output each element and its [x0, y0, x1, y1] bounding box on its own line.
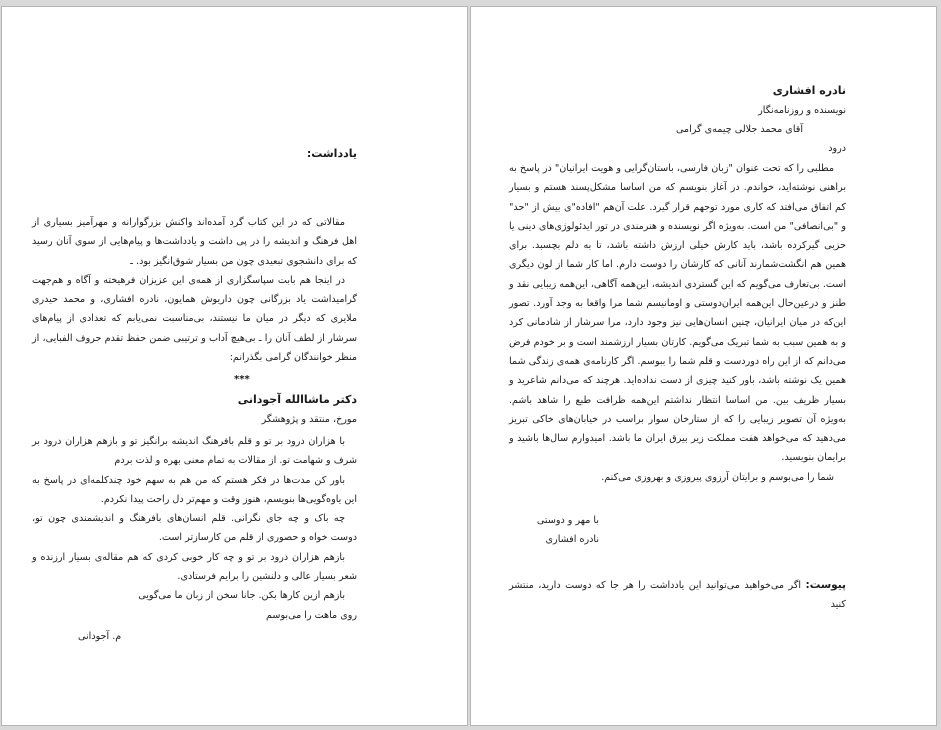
addressee: آقای محمد جلالی چیمه‌ی گرامی	[675, 124, 803, 135]
intro-text	[32, 213, 357, 367]
closing-line: با مهر و دوستی	[536, 515, 599, 526]
postscript	[509, 576, 846, 614]
intro-paragraph-2: در اینجا هم بابت سپاسگزاری از همه‌ی این عزیزان فرهیخته و آگاه و هم‌جهت گرامیداشت یاد بزرگانی چون داریوش همایون، نادره افشاری، و محمد حیدری ملایری که دیگر در میان ما نیستند، بی‌مناسبت نمی‌یابم که تعدادی از پیام‌های سرشار از لطف آنان را ـ بی‌هیچ آداب و ترتیبی ضمن حفظ تقدم حروف الفبایی، از منظر خوانندگان گرامی بگذرانم:	[32, 274, 357, 364]
left-page	[1, 6, 468, 726]
message-line-5: بازهم ازین کارها بکن. جانا سخن از زبان ما می‌گویی	[138, 590, 345, 602]
message-line-6: روی ماهت را می‌بوسم	[266, 609, 357, 621]
postscript-text: اگر می‌خواهید می‌توانید این یادداشت را هر جا که دوست دارید، منتشر کنید	[509, 580, 846, 610]
letter-paragraph-2: شما را می‌بوسم و برایتان آرزوی پیروزی و بهروزی می‌کنم.	[601, 471, 834, 483]
message-line-4: بازهم هزاران درود بر تو و چه کار خوبی کردی که هم مقاله‌ی بسیار ارزنده و شعر بسیار عالی و دلنشین را برایم فرستادی.	[32, 551, 357, 583]
author-subtitle: نویسنده و روزنامه‌نگار	[758, 105, 846, 116]
intro-paragraph-1: مقالاتی که در این کتاب گرد آمده‌اند واکنش بزرگوارانه و مهرآمیز بسیاری از اهل فرهنگ و اندیشه را در پی داشت و یادداشت‌ها و پیام‌هایی از سوی آنان رسید که برای دانشجوی تبعیدی چون من بسیار شوق‌انگیز بود. ـ	[32, 217, 357, 267]
right-page	[470, 6, 937, 726]
person-name: دکتر ماشاالله آجودانی	[237, 393, 357, 406]
message-line-3: چه باک و چه جای نگرانی. قلم انسان‌های بافرهنگ و اندیشمندی چون تو، دوست خواه و حصوری از قلم من کارسازتر است.	[32, 513, 357, 544]
letter-heading: نادره افشاری	[772, 84, 846, 97]
message-text	[32, 432, 357, 625]
message-line-2: باور کن مدت‌ها در فکر هستم که من هم به سهم خود چندکلمه‌ای در پاسخ به این یاوه‌گویی‌ها بنویسم، هنوز وقت و مهم‌تر دل راحت پیدا نکردم.	[32, 474, 357, 505]
message-line-1: با هزاران درود بر تو و قلم بافرهنگ اندیشه برانگیز تو و بازهم هزاران درود بر شرف و شهامت تو. از مقالات به تمام معنی بهره و لذت بردم	[32, 436, 357, 467]
letter-body	[509, 159, 846, 487]
page-title: یادداشت:	[306, 147, 357, 160]
separator: ***	[234, 374, 250, 385]
person-role: مورخ، منتقد و پژوهشگر	[261, 414, 357, 425]
letter-paragraph-1: مطلبی را که تحت عنوان "زبان فارسی، باستان‌گرایی و هویت ایرانیان" در پاسخ به براهنی نوشته‌اید، خواندم. در آغاز بنویسم که من اساسا مشکل‌پسند هستم و بسیار کم اتفاق می‌افتد که کاری مورد توجهم قرار گیرد. علت آن‌هم "افاده"ی بیش از "حد" و "بی‌انصافی" من است. به‌ویژه اگر نویسنده و هنرمندی در تور ایدئولوژی‌های دینی یا حزبی گیرکرده باشد، باید کارش خیلی ارزش داشته باشد، تا به دلم بچسبد. برای همین هم انگشت‌شمارند آنانی که کارشان را دوست دارم. اما کار شما از لون دیگری است. بی‌تعارف می‌گویم که این گستردی اندیشه، این‌همه آگاهی، این‌همه زیبایی نقد و طنز و درعین‌حال این‌همه ایران‌دوستی و اومانیسم شما مرا واقعا به وجد آورد. تصور این‌که در میان ایرانیان، چنین انسان‌هایی نیز وجود دارد، مرا سرشار از شادمانی کرد و به همین سبب به شما تبریک می‌گویم. کارتان بسیار ارزشمند است و بر خودم فرض می‌دانم که از این راه دوردست و قلم شما را ببوسم. اگر کارنامه‌ی همه‌ی زندگی شما همین یک نوشته باشد، باور کنید چیزی از دست نداده‌اید. هرچند که می‌دانم شاعرید و بسیار ظریف بین. من اساسا انتظار نداشتم این‌همه ظرافت طبع را شاهد باشم. به‌ویژه آن تصویر زیبایی را که از ستارخان سوار براسب در خیابان‌های خاکی تبریز می‌دهید که می‌خواهد هفت مملکت زیر بیرق ایران ما باشد. امیدوارم سال‌ها باشید و برایمان بنویسید.	[509, 163, 846, 464]
greeting: درود	[828, 143, 846, 154]
postscript-label: پیوست:	[805, 579, 846, 591]
closing-name: نادره افشاری	[545, 534, 599, 545]
signature: م. آجودانی	[78, 631, 122, 642]
